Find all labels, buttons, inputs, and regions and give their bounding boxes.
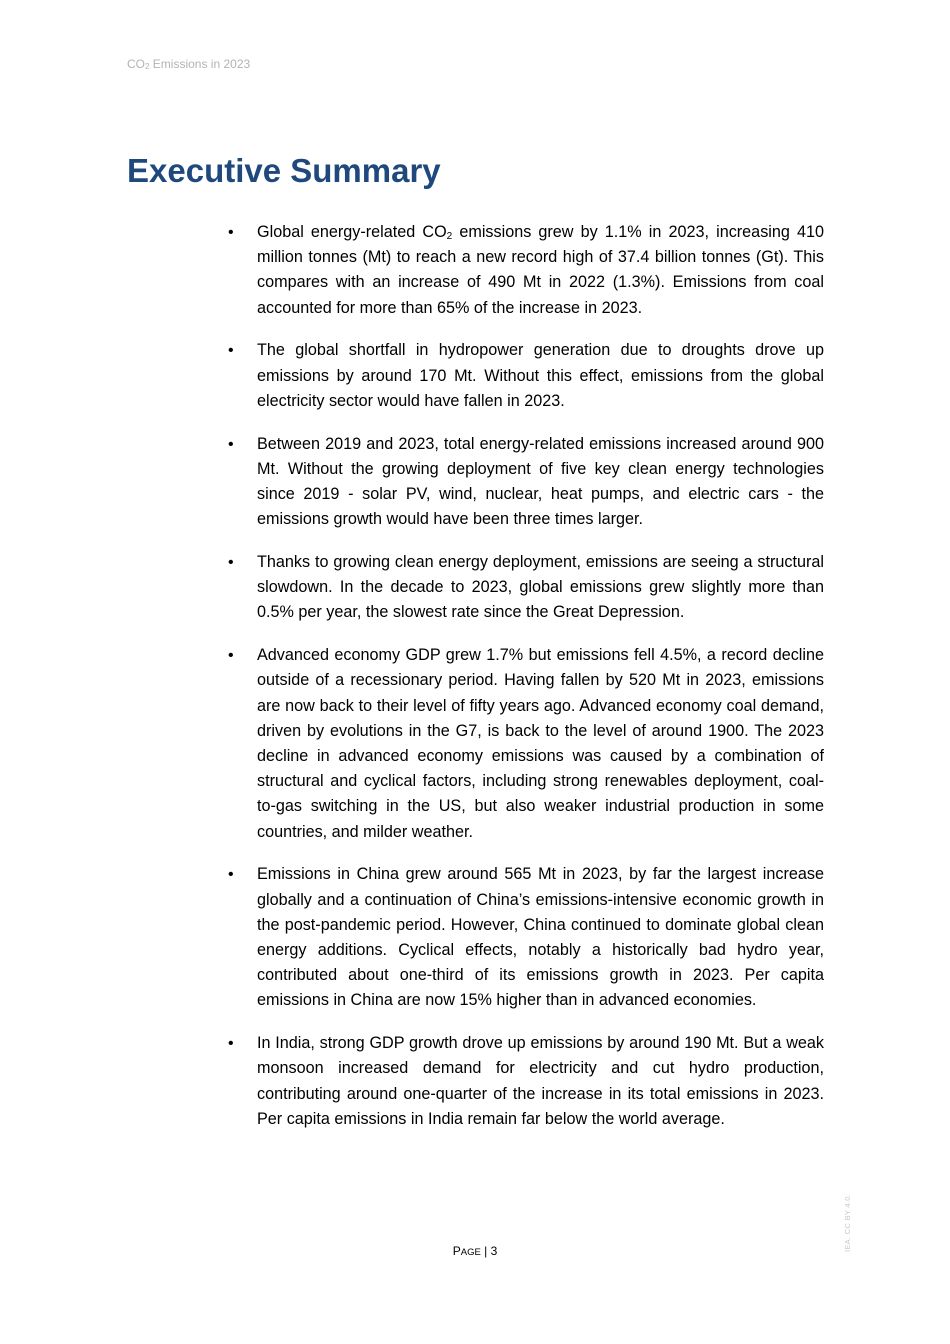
bullet-text: In India, strong GDP growth drove up emissions by around 190 Mt. But a weak monsoon increased demand for electricity and cut hydro production, contributing around one-quarter of the increase in its total emissions in 2023. Per capita emissions in India remain far below the world average. [257,1034,824,1128]
page-number: 3 [490,1244,498,1258]
running-header [127,57,250,71]
page-footer [0,1244,950,1258]
license-notice: IEA. CC BY 4.0. [843,1193,852,1252]
bullet-text-part: emissions grew by 1.1% in 2023, increasing 410 million tonnes (Mt) to reach a new record high of 37.4 billion tonnes (Gt). This compares with an increase of 490 Mt in 2022 (1.3%). Emissions from coal accounted for more than 65% of the increase in 2023. [257,223,824,317]
bullet-icon: • [228,435,234,453]
page-separator: | [480,1244,491,1258]
bullet-item-china [228,862,824,1013]
bullet-text: The global shortfall in hydropower generation due to droughts drove up emissions by around 170 Mt. Without this effect, emissions from the global electricity sector would have fallen in 2023. [257,341,824,410]
bullet-icon: • [228,647,234,665]
running-header-prefix: CO [127,57,145,71]
bullet-icon: • [228,342,234,360]
bullet-item-global-emissions [228,220,824,321]
bullet-text: Emissions in China grew around 565 Mt in 2023, by far the largest increase globally and a continuation of China’s emissions-intensive economic growth in the post-pandemic period. However, China continued to dominate global clean energy additions. Cyclical effects, notably a historically bad hydro year, contributed about one-third of its emissions growth in 2023. Per capita emissions in China are now 15% higher than in advanced economies. [257,865,824,1010]
bullet-icon: • [228,554,234,572]
bullet-icon: • [228,1035,234,1053]
page-label-initial: P [452,1244,461,1258]
running-header-subscript: 2 [145,62,150,71]
bullet-icon: • [228,224,234,241]
bullet-text-part: Global energy-related CO [257,223,447,241]
co2-subscript: 2 [446,231,453,242]
bullet-text: Thanks to growing clean energy deployment, emissions are seeing a structural slowdown. In the decade to 2023, global emissions grew slightly more than 0.5% per year, the slowest rate since the Great Depression. [257,553,824,622]
bullet-item-hydropower [228,338,824,414]
page-label-rest: AGE [460,1247,481,1258]
bullet-icon: • [228,866,234,884]
bullet-text: Between 2019 and 2023, total energy-related emissions increased around 900 Mt. Without the growing deployment of five key clean energy technologies since 2019 - solar PV, wind, nuclear, heat pumps, and electric cars - the emissions growth would have been three times larger. [257,434,824,529]
page-title: Executive Summary [127,152,441,189]
running-header-suffix: Emissions in 2023 [149,57,251,71]
bullet-item-advanced-economies [228,643,824,845]
bullet-text [257,223,824,317]
bullet-item-india [228,1031,824,1132]
summary-bullet-list [228,220,824,1150]
bullet-text: Advanced economy GDP grew 1.7% but emissions fell 4.5%, a record decline outside of a recessionary period. Having fallen by 520 Mt in 2023, emissions are now back to their level of fifty years ago. Advanced economy coal demand, driven by evolutions in the G7, is back to the level of around 1900. The 2023 decline in advanced economy emissions was caused by a combination of structural and cyclical factors, including strong renewables deployment, coal-to-gas switching in the US, but also weaker industrial production in some countries, and milder weather. [257,646,824,841]
bullet-item-structural-slowdown [228,550,824,626]
bullet-item-clean-energy-tech [228,432,824,533]
